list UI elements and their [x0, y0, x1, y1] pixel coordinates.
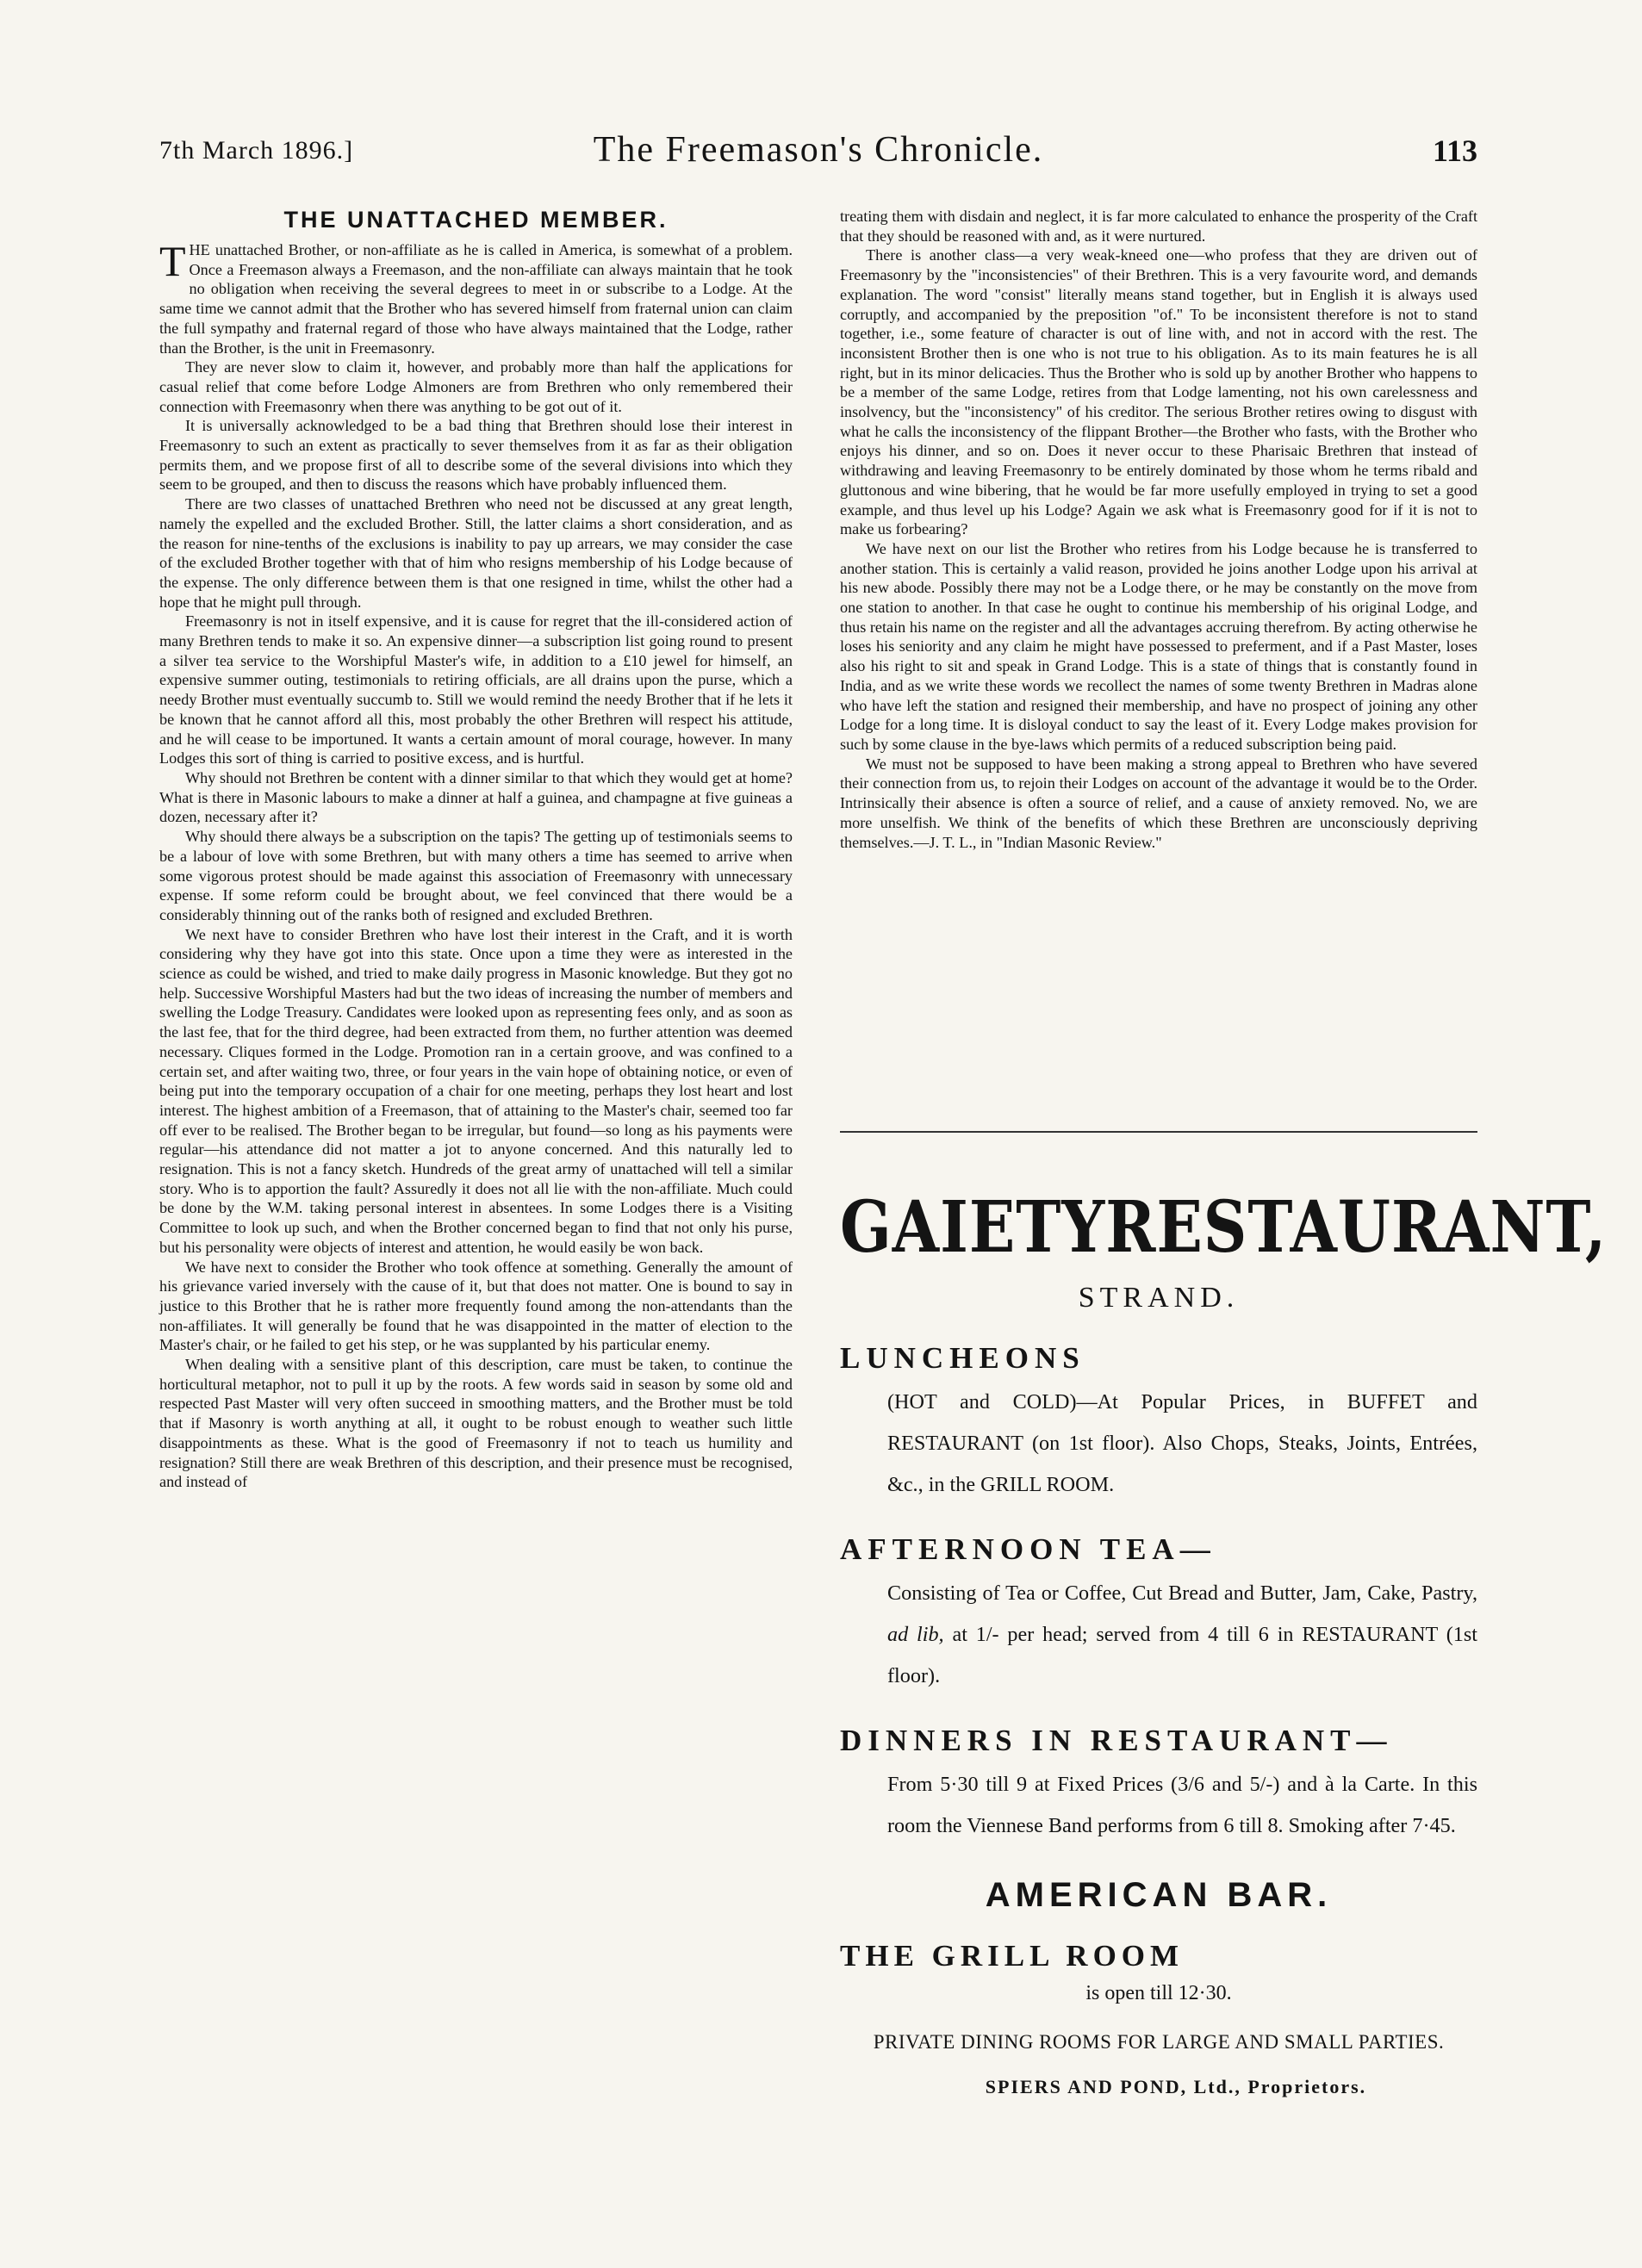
gaiety-restaurant-advert [840, 1184, 1608, 2098]
article-paragraph: We next have to consider Brethren who have lost their interest in the Craft, and it is worth considering why they have got into this state. Once upon a time they were as interested in the science as could be wished, and tried to make daily progress in Masonic knowledge. But they got no help. Successive Worshipful Masters had but the two ideas of increasing the number of members and swelling the Lodge Treasury. Candidates were looked upon as representing fees only, and as soon as the last fee, that for the third degree, had been extracted from them, no further attention was deemed necessary. Cliques formed in the Lodge. Promotion ran in a certain groove, and was confined to a certain set, and after waiting two, three, or four years in the vain hope of obtaining notice, or even of being put into the temporary occupation of a chair for one meeting, perhaps they lost heart and lost interest. The highest ambition of a Freemason, that of attaining to the Master's chair, seemed too far off ever to be realised. The Brother began to be irregular, but found—so long as his payments were regular—his attendance did not matter a jot to anyone concerned. And this naturally led to resignation. This is not a fancy sketch. Hundreds of the great army of unattached will tell a similar story. Who is to apportion the fault? Assuredly it does not all lie with the non-affiliate. Much could be done by the W.M. taking personal interest in absentees. In some Lodges there is a Visiting Committee to look up such, and when the Brother concerned began to find that not only his purse, but his personality were objects of interest and attention, he would easily be won back. [159, 925, 793, 1256]
restaurant-name [840, 1184, 1608, 1270]
article-title: THE UNATTACHED MEMBER. [283, 207, 669, 233]
article-paragraph: They are never slow to claim it, however, and probably more than half the applications for casual relief that come before Lodge Almoners are from Brethren who only remembered their connection with Freemasonry when there was anything to be got out of it. [159, 358, 793, 415]
afternoon-tea-text [887, 1573, 1477, 1697]
restaurant-location: STRAND. [1078, 1282, 1240, 1314]
tea-text-italic: ad lib, [887, 1623, 944, 1646]
issue-date: 7th March 1896.] [159, 136, 354, 165]
grill-room-hours: is open till 12·30. [1085, 1982, 1232, 2004]
column-divider-rule [840, 1131, 1477, 1133]
grill-room-heading: THE GRILL ROOM [840, 1939, 1185, 1973]
drop-cap: T [159, 237, 186, 285]
tea-text-part: at 1/- per head; served from 4 till 6 in RESTAURANT (1st floor). [887, 1623, 1478, 1687]
article-paragraph: We must not be supposed to have been making a strong appeal to Brethren who have severed their connection from us, to rejoin their Lodges on account of the advantage it would be to the Order. Intrinsically their absence is often a source of relief, and a cause of anxiety removed. No, we are more unselfish. We think of the benefits of which these Brethren are unconsciously depriving themselves.—J. T. L., in "Indian Masonic Review." [840, 755, 1477, 851]
american-bar: AMERICAN BAR. [985, 1876, 1333, 1914]
right-column [840, 207, 1477, 852]
luncheons-heading: LUNCHEONS [840, 1341, 1085, 1375]
luncheons-text: (HOT and COLD)—At Popular Prices, in BUFFET and RESTAURANT (on 1st floor). Also Chops, Steaks, Joints, Entrées, &c., in the GRILL ROOM. [887, 1390, 1477, 1496]
restaurant-name-word: RESTAURANT, [1105, 1184, 1608, 1270]
article-paragraph: It is universally acknowledged to be a bad thing that Brethren should lose their interest in Freemasonry to such an extent as practically to sever themselves from it as far as their obligation permits them, and we propose first of all to describe some of the several divisions into which they seem to be grouped, and then to discuss the reasons which have probably influenced them. [159, 417, 793, 494]
running-header [159, 129, 1477, 172]
tea-text-part: Consisting of Tea or Coffee, Cut Bread and Butter, Jam, Cake, Pastry, [887, 1581, 1477, 1605]
article-paragraph: We have next on our list the Brother who retires from his Lodge because he is transferred to another station. This is certainly a valid reason, provided he joins another Lodge upon his arrival at his new abode. Possibly there may not be a Lodge there, or he may be constantly on the move from one station to another. In that case he ought to continue his membership of his original Lodge, and thus retain his name on the register and all the advantages accruing therefrom. By acting otherwise he loses his seniority and any claim he might have possessed to preferment, and if a Past Master, loses also his right to sit and speak in Grand Lodge. This is a state of things that is constantly found in India, and as we write these words we recollect the names of some twenty Brethren in Madras alone who have left the station and resigned their membership, and have no prospect of joining any other Lodge for a long time. It is disloyal conduct to say the least of it. Every Lodge makes provision for such by some clause in the bye-laws which permits of a reduced subscription being paid. [840, 539, 1477, 753]
left-column [159, 207, 793, 1492]
dinners-text: From 5·30 till 9 at Fixed Prices (3/6 and 5/-) and à la Carte. In this room the Viennese Band performs from 6 till 8. Smoking after 7·45. [887, 1773, 1477, 1837]
dinners-heading: DINNERS IN RESTAURANT— [840, 1724, 1393, 1757]
article-paragraph: Why should not Brethren be content with a dinner similar to that which they would get at home? What is there in Masonic labours to make a dinner at half a guinea, and champagne at five guineas a dozen, necessary after it? [159, 768, 793, 826]
article-first-paragraph [159, 237, 793, 357]
article-paragraph: We have next to consider the Brother who took offence at something. Generally the amount of his grievance varied inversely with the cause of it, but that does not matter. One is bound to say in justice to this Brother that he is rather more frequently found among the non-attendants than the non-affiliates. It will generally be found that he was disappointed in the matter of election to the Master's chair, or he failed to get his step, or he was supplanted by his particular enemy. [159, 1258, 793, 1354]
proprietors: SPIERS AND POND, Ltd., Proprietors. [985, 2076, 1367, 2097]
article-paragraph: Why should there always be a subscription on the tapis? The getting up of testimonials seems to be a labour of love with some Brethren, but with many others a time has seemed to arrive when some vigorous protest should be made against this association of Freemasonry with unnecessary expense. If some reform could be brought about, we feel convinced that there would be a considerably thinning out of the ranks both of resigned and excluded Brethren. [159, 828, 793, 923]
restaurant-name-word: GAIETY [840, 1184, 1106, 1270]
article-continuation: treating them with disdain and neglect, it is far more calculated to enhance the prosperity of the Craft that they should be reasoned with and, as it were nurtured. [840, 208, 1477, 245]
first-paragraph-text: HE unattached Brother, or non-affiliate as he is called in America, is somewhat of a problem. Once a Freemason always a Freemason, and the non-affiliate can always maintain that he took no obligation when receiving the several degrees to meet in or subscribe to a Lodge. At the same time we cannot admit that the Brother who has severed himself from fraternal union can claim the full sympathy and fraternal regard of those who have always maintained that the Lodge, rather than the Brother, is the unit in Freemasonry. [159, 241, 793, 357]
article-paragraph: Freemasonry is not in itself expensive, and it is cause for regret that the ill-considered action of many Brethren tends to make it so. An expensive dinner—a subscription list going round to present a silver tea service to the Worshipful Master's wife, in addition to a £10 jewel for himself, an expensive summer outing, testimonials to retiring officials, are all drains upon the purse, which a needy Brother must eventually succumb to. Still we would remind the needy Brother that if he lets it be known that he cannot afford all this, most probably the other Brethren will respect his attitude, and he will cease to be importuned. It wants a certain amount of moral courage, however. In many Lodges this sort of thing is carried to positive excess, and is hurtful. [159, 612, 793, 767]
article-paragraph: When dealing with a sensitive plant of this description, care must be taken, to continue the horticultural metaphor, not to pull it up by the roots. A few words said in season by some old and respected Past Master will very often succeed in smoothing matters, and the Brother must be told that if Masonry is worth anything at all, it ought to be robust enough to weather such little disappointments as these. What is the good of Freemasonry if not to teach us humility and resignation? Still there are weak Brethren of this description, and their presence must be recognised, and instead of [159, 1356, 793, 1491]
publication-title: The Freemason's Chronicle. [593, 130, 1044, 170]
page-number: 113 [1432, 134, 1477, 168]
article-paragraph: There is another class—a very weak-kneed one—who profess that they are driven out of Freemasonry by the "inconsistencies" of their Brethren. This is a very favourite word, and demands explanation. The word "consist" literally means stand together, but in English it is always used corruptly, and accompanied by the preposition "of." To be inconsistent therefore is not to stand together, i.e., some feature of character is out of line with, and not in accord with the rest. The inconsistent Brother then is one who is not true to his obligation. As to its main features he is all right, but in its minor delicacies. Thus the Brother who is sold up by another Brother who happens to be a member of the same Lodge, retires from that Lodge lamenting, not his own carelessness and insolvency, but the "inconsistency" of his creditor. The serious Brother retires owing to disgust with what he calls the inconsistency of the flippant Brother—the Brother who fasts, with the Brother who enjoys his dinner, and so on. Does it never occur to these Pharisaic Brethren that instead of withdrawing and leaving Freemasonry to be entirely dominated by those whom he terms ribald and gluttonous and wine bibering, that he would be far more usefully employed in trying to set a good example, and thus level up his Lodge? Again we ask what is Freemasonry good for if it is not to make us forbearing? [840, 246, 1477, 538]
private-dining-rooms: PRIVATE DINING ROOMS FOR LARGE AND SMALL PARTIES. [873, 2031, 1445, 2053]
afternoon-tea-heading: AFTERNOON TEA— [840, 1532, 1216, 1566]
article-paragraph: There are two classes of unattached Brethren who need not be discussed at any great length, namely the expelled and the excluded Brother. Still, the latter claims a short consideration, and as the reason for nine-tenths of the exclusions is inability to pay up arrears, we may consider the case of the excluded Brother together with that of him who resigns membership of his Lodge because of the expense. The only difference between them is that one resigned in time, whilst the other had a hope that he might pull through. [159, 495, 793, 611]
